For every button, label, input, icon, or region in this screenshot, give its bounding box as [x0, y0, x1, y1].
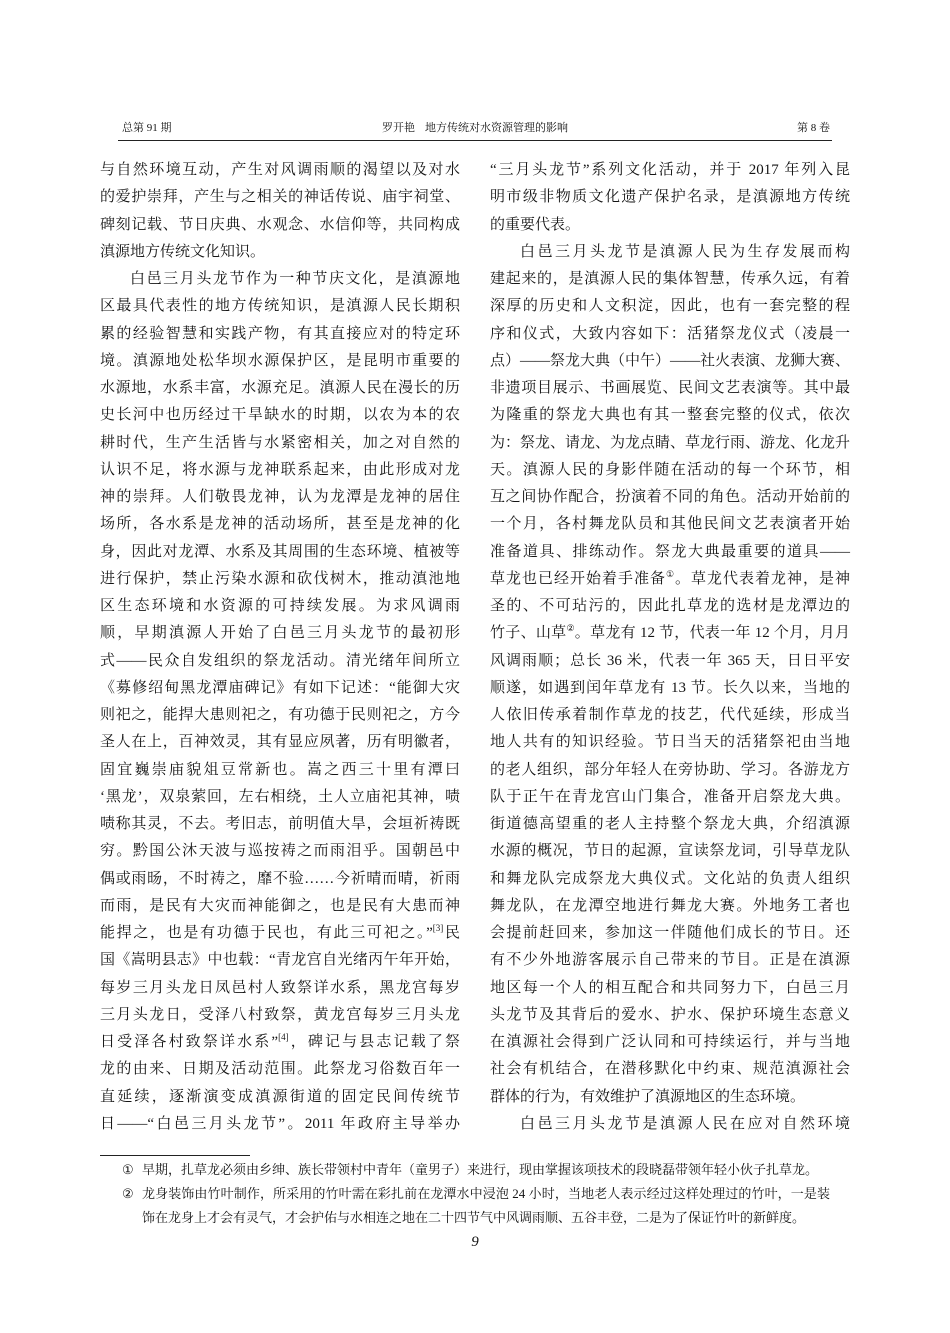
text-line [100, 1029, 460, 1056]
text-line: 区最具代表性的地方传统知识，是滇源人民长期积 [100, 298, 460, 315]
header-author: 罗开艳 [382, 122, 415, 134]
text-line: 准备道具、排练动作。祭龙大典最重要的道具—— [490, 543, 850, 560]
text-line: 地人共有的知识经验。节日当天的活猪祭祀由当地 [490, 734, 850, 751]
text-line: 与自然环境互动，产生对风调雨顺的渴望以及对水 [100, 162, 460, 178]
text-line: 水源的概况，节日的起源，宣读祭龙词，引导草龙队 [490, 843, 850, 860]
footnote-marker: ② [122, 1186, 134, 1201]
footnote-2 [122, 1182, 830, 1230]
text-segment: ，碑记与县志记载了祭 [288, 1034, 460, 1050]
text-line: 耕时代，生产生活皆与水紧密相关，加之对自然的 [100, 434, 460, 451]
text-line: 深厚的历史和人文积淀，因此，也有一套完整的程 [490, 298, 850, 315]
text-line: 序和仪式，大致内容如下：活猪祭龙仪式（凌晨一 [490, 325, 850, 342]
left-column [100, 157, 460, 1138]
text-line: 累的经验智慧和实践产物，有其直接应对的特定环 [100, 325, 460, 342]
text-line: 圣人在上，百神效灵，其有显应夙著，历有明徽者， [100, 734, 460, 751]
text-line: 碑刻记载、节日庆典、水观念、水信仰等，共同构成 [100, 216, 460, 233]
text-line: 风调雨顺；总长 36 米，代表一年 365 天，日日平安 [490, 652, 850, 669]
text-line: 场所，各水系是龙神的活动场所，甚至是龙神的化 [100, 516, 460, 533]
text-line: 固宜巍崇庙貌俎豆常新也。嵩之西三十里有潭曰 [100, 761, 460, 778]
text-line [490, 620, 850, 647]
text-line: 的爱护崇拜，产生与之相关的神话传说、庙宇祠堂、 [100, 189, 460, 206]
header-article-title: 地方传统对水资源管理的影响 [425, 122, 568, 134]
text-segment: 草龙也已经开始着手准备 [490, 570, 666, 587]
text-line: 明市级非物质文化遗产保护名录，是滇源地方传统 [490, 189, 850, 206]
text-line: 社会有机结合，在潜移默化中约束、规范滇源社会 [490, 1061, 850, 1078]
text-line: 进行保护，禁止污染水源和砍伐树木，推动滇池地 [100, 570, 460, 587]
reference-superscript: [3] [432, 923, 444, 933]
text-line: 队于正午在青龙宫山门集合，准备开启祭龙大典。 [490, 788, 850, 805]
text-line: 啧称其灵，不去。考旧志，前明值大旱，会垣祈祷既 [100, 816, 460, 832]
text-line: 群体的行为，有效维护了滇源地区的生态环境。 [490, 1088, 806, 1105]
text-line: 会提前赶回来，参加这一伴随他们成长的节日。还 [490, 925, 850, 941]
text-line: 建起来的，是滇源人民的集体智慧，传承久远，有着 [490, 271, 850, 287]
text-line: 天。滇源人民的身影伴随在活动的每一个环节，相 [490, 461, 850, 478]
footnote-text-line: 饰在龙身上才会有灵气，才会护佑与水相连之地在二十四节气中风调雨顺、五谷丰登，二是为了保证竹叶的新鲜度。 [142, 1210, 806, 1225]
footnote-text-line: 龙身装饰由竹叶制作，所采用的竹叶需在彩扎前在龙潭水中浸泡 24 小时，当地老人表示经过这样处理过的竹叶，一是装 [142, 1186, 830, 1201]
reference-superscript: [4] [278, 1032, 289, 1042]
text-line: 点）——祭龙大典（中午）——社火表演、龙狮大赛、 [490, 352, 851, 369]
text-segment: 日受泽各村致祭详水系” [100, 1034, 279, 1050]
text-line: 偶或雨旸，不时祷之，靡不验……今祈晴而晴，祈雨 [100, 870, 460, 887]
text-line: 龙的由来、日期及活动范围。此祭龙习俗数百年一 [100, 1061, 460, 1078]
text-line: “三月头龙节”系列文化活动，并于 2017 年列入昆 [490, 162, 850, 178]
text-line: 水源地，水系丰富，水源充足。滇源人民在漫长的历 [100, 380, 460, 396]
text-line: 人依旧传承着制作草龙的技艺，代代延续，形成当 [490, 707, 850, 723]
right-column [490, 157, 850, 1138]
text-line: 《募修绍甸黑龙潭庙碑记》有如下记述：“能御大灾 [100, 679, 460, 696]
text-line: 地区每一个人的相互配合和共同努力下，白邑三月 [490, 979, 850, 996]
header-issue-number: 总第 91 期 [122, 122, 172, 134]
text-line: 非遗项目展示、书画展览、民间文艺表演等。其中最 [490, 380, 850, 396]
text-line: 为隆重的祭龙大典也有其一整套完整的仪式，依次 [490, 407, 850, 424]
text-line: 和舞龙队完成祭龙大典仪式。文化站的负责人组织 [490, 870, 850, 887]
text-line: 神的崇拜。人们敬畏龙神，认为龙潭是龙神的居住 [100, 489, 460, 505]
text-line: 顺，早期滇源人开始了白邑三月头龙节的最初形 [100, 625, 460, 642]
text-line: 穷。黔国公沐天波与巡按祷之而雨泪乎。国朝邑中 [100, 843, 460, 860]
text-line: ‘黑龙’，双泉萦回，左右相绕，土人立庙祀其神，啧 [100, 788, 460, 805]
text-line: 圣的、不可玷污的，因此扎草龙的选材是龙潭边的 [490, 598, 850, 614]
text-line [100, 920, 460, 947]
text-line: 的重要代表。 [490, 216, 581, 233]
text-line: 每岁三月头龙日凤邑村人致祭详水系，黑龙宫每岁 [100, 979, 460, 996]
reference-superscript: ② [566, 623, 575, 634]
text-line: 认识不足，将水源与龙神联系起来，由此形成对龙 [100, 461, 460, 478]
text-line: 在滇源社会得到广泛认同和可持续运行，并与当地 [490, 1034, 850, 1050]
text-line: 国《嵩明县志》中也载：“青龙宫自光绪丙午年开始， [100, 952, 460, 969]
text-line: 有不少外地游客展示自己带来的节目。正是在滇源 [490, 952, 850, 969]
page-number: 9 [471, 1234, 479, 1250]
text-line: 而雨，是民有大灾而神能御之，也是民有大患而神 [100, 897, 460, 914]
text-line: 为：祭龙、请龙、为龙点睛、草龙行雨、游龙、化龙升 [490, 434, 851, 451]
text-line: 街道德高望重的老人主持整个祭龙大典，介绍滇源 [490, 816, 850, 832]
text-segment: 。草龙有 12 节，代表一年 12 个月，月月 [574, 625, 850, 642]
text-line: 境。滇源地处松华坝水源保护区，是昆明市重要的 [100, 352, 460, 369]
text-line: 舞龙队，在龙潭空地进行舞龙大赛。外地务工者也 [490, 897, 850, 914]
text-line: 互之间协作配合，扮演着不同的角色。活动开始前的 [490, 489, 850, 505]
text-line: 头龙节及其背后的爱水、护水、保护环境生态意义 [490, 1006, 850, 1023]
text-line: 白邑三月头龙节作为一种节庆文化，是滇源地 [130, 271, 460, 287]
text-segment: 竹子、山草 [490, 625, 567, 642]
text-line: 三月头龙日，受泽八村致祭，黄龙宫每岁三月头龙 [100, 1006, 460, 1023]
text-line: 则祀之，能捍大患则祀之，有功德于民则祀之，方今 [100, 707, 460, 723]
text-segment: 能捍之，也是有功德于民也，有此三可祀之。” [100, 925, 433, 941]
footnote-text-line: 早期，扎草龙必须由乡绅、族长带领村中青年（童男子）来进行，现由掌握该项技术的段晓磊带领年轻小伙子扎草龙。 [142, 1162, 819, 1177]
text-line: 直延续，逐渐演变成滇源街道的固定民间传统节 [100, 1088, 460, 1105]
text-line: 日——“白邑三月头龙节”。2011 年政府主导举办 [100, 1115, 460, 1132]
text-line: 白邑三月头龙节是滇源人民在应对自然环境 [520, 1115, 850, 1132]
text-line: 式——民众自发组织的祭龙活动。清光绪年间所立 [100, 652, 460, 669]
text-line: 身，因此对龙潭、水系及其周围的生态环境、植被等 [100, 543, 460, 560]
text-line: 滇源地方传统文化知识。 [100, 243, 266, 260]
text-line: 史长河中也历经过干旱缺水的时期，以农为本的农 [100, 407, 460, 424]
footnote-divider [100, 1155, 250, 1156]
header-rule [118, 140, 832, 141]
text-line: 顺遂，如遇到闰年草龙有 13 节。长久以来，当地的 [490, 679, 850, 696]
reference-superscript: ① [665, 568, 676, 579]
text-line [490, 566, 850, 593]
text-segment: 民 [443, 925, 460, 941]
header-volume: 第 8 卷 [797, 122, 830, 134]
footnote-1 [122, 1158, 830, 1182]
text-line: 的老人组织，部分年轻人在旁协助、学习。各游龙方 [490, 761, 850, 778]
footnote-marker: ① [122, 1162, 134, 1177]
text-line: 白邑三月头龙节是滇源人民为生存发展而构 [520, 243, 850, 260]
text-segment: 。草龙代表着龙神，是神 [675, 570, 850, 587]
text-line: 区生态环境和水资源的可持续发展。为求风调雨 [100, 598, 460, 614]
text-line: 一个月，各村舞龙队员和其他民间文艺表演者开始 [490, 516, 850, 533]
